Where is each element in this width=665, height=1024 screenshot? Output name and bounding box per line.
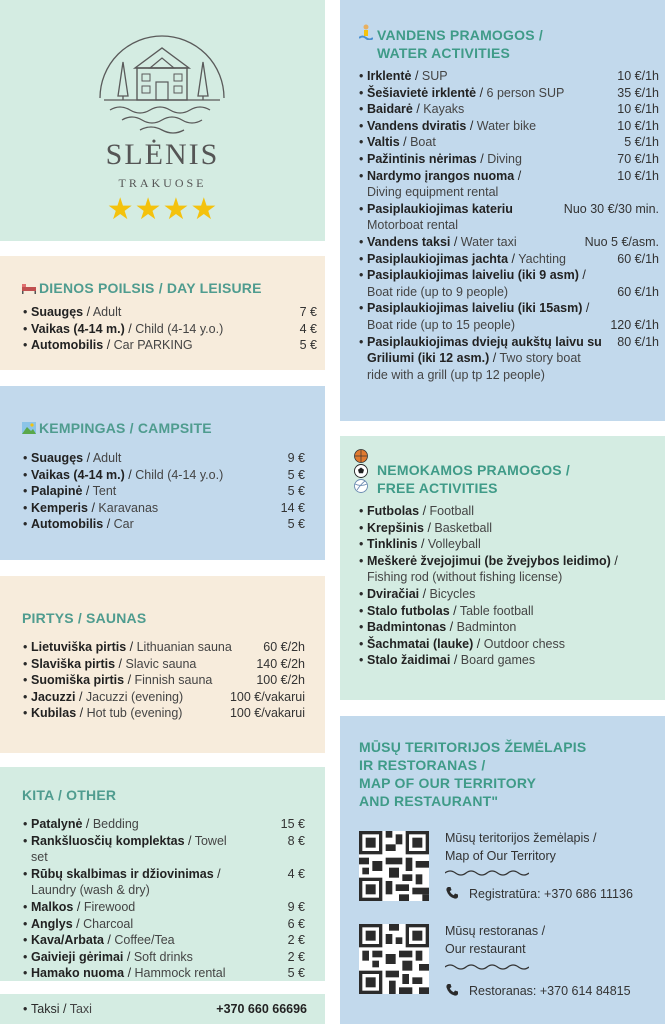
list-item: • Pasiplaukiojimas laiveliu (iki 15asm) / Boat ride (up to 15 people) 120 €/1h bbox=[359, 300, 659, 333]
taxi-phone[interactable]: +370 660 66696 bbox=[216, 1002, 307, 1016]
list-item: • Vaikas (4-14 m.) / Child (4-14 y.o.) 5 € bbox=[23, 467, 305, 484]
swimmer-icon bbox=[359, 24, 373, 40]
phone-icon bbox=[445, 886, 459, 900]
water-activities-panel bbox=[340, 0, 665, 421]
territory-map-label: Mūsų teritorijos žemėlapis / Map of Our Territory bbox=[445, 831, 597, 863]
list-item: • Hamako nuoma / Hammock rental 5 € bbox=[23, 965, 305, 982]
list-item: • Vandens dviratis / Water bike 10 €/1h bbox=[359, 118, 659, 135]
list-item: • Pasiplaukiojimas kateriu Motorboat rental Nuo 30 €/30 min. bbox=[359, 201, 659, 234]
list-item: • Pasiplaukiojimas jachta / Yachting 60 €/1h bbox=[359, 251, 659, 268]
saunas-title: PIRTYS / SAUNAS bbox=[22, 610, 147, 626]
list-item: • Suomiška pirtis / Finnish sauna 100 €/2h bbox=[23, 672, 305, 689]
list-item: • Gaivieji gėrimai / Soft drinks 2 € bbox=[23, 949, 305, 966]
campsite-picture-icon bbox=[22, 422, 36, 434]
list-item: • Badmintonas / Badminton bbox=[359, 619, 659, 636]
list-item: • Nardymo įrangos nuoma / Diving equipment rental 10 €/1h bbox=[359, 168, 659, 201]
bed-icon bbox=[22, 282, 36, 294]
list-item: • Dviračiai / Bicycles bbox=[359, 586, 659, 603]
list-item: • Rūbų skalbimas ir džiovinimas / Laundry (wash & dry) 4 € bbox=[23, 866, 305, 899]
restaurant-phone-row[interactable]: Restoranas: +370 614 84815 bbox=[445, 983, 631, 998]
list-item: • Pasiplaukiojimas dviejų aukštų laivu su Griliumi (iki 12 asm.) / Two story boat ride with a grill (up tp 12 people) 80 €/1h bbox=[359, 334, 659, 384]
list-item: • Malkos / Firewood 9 € bbox=[23, 899, 305, 916]
list-item: • Pažintinis nėrimas / Diving 70 €/1h bbox=[359, 151, 659, 168]
list-item: • Palapinė / Tent 5 € bbox=[23, 483, 305, 500]
map-panel bbox=[340, 716, 665, 1024]
list-item: • Patalynė / Bedding 15 € bbox=[23, 816, 305, 833]
other-title: KITA / OTHER bbox=[22, 787, 117, 803]
reception-phone-row[interactable]: Registratūra: +370 686 11136 bbox=[445, 886, 633, 901]
wave-divider bbox=[445, 963, 529, 971]
sports-balls-icon bbox=[352, 448, 370, 496]
day-leisure-title: DIENOS POILSIS / DAY LEISURE bbox=[22, 279, 262, 297]
rating-stars: ★★★★ bbox=[106, 193, 219, 226]
water-activities-title: VANDENS PRAMOGOS / WATER ACTIVITIES bbox=[377, 27, 543, 61]
list-item: • Kemperis / Karavanas 14 € bbox=[23, 500, 305, 517]
restaurant-qr-code[interactable] bbox=[359, 924, 429, 994]
campsite-title: KEMPINGAS / CAMPSITE bbox=[22, 419, 212, 437]
territory-map-qr-code[interactable] bbox=[359, 831, 429, 901]
list-item: • Vaikas (4-14 m.) / Child (4-14 y.o.) 4 € bbox=[23, 321, 317, 338]
restaurant-label: Mūsų restoranas / Our restaurant bbox=[445, 924, 546, 956]
list-item: • Baidarė / Kayaks 10 €/1h bbox=[359, 101, 659, 118]
list-item: • Suaugęs / Adult 7 € bbox=[23, 304, 317, 321]
list-item: • Anglys / Charcoal 6 € bbox=[23, 916, 305, 933]
day-leisure-list bbox=[23, 304, 317, 354]
list-item: • Stalo futbolas / Table football bbox=[359, 603, 659, 620]
water-activities-list bbox=[359, 68, 659, 383]
map-title: MŪSŲ TERITORIJOS ŽEMĖLAPIS IR RESTORANAS / MAP OF OUR TERRITORY AND RESTAURANT" bbox=[359, 739, 587, 809]
list-item: • Suaugęs / Adult 9 € bbox=[23, 450, 305, 467]
other-list bbox=[23, 816, 305, 982]
list-item: • Automobilis / Car PARKING 5 € bbox=[23, 337, 317, 354]
taxi-row bbox=[23, 1001, 307, 1018]
list-item: • Tinklinis / Volleyball bbox=[359, 536, 659, 553]
campsite-panel bbox=[0, 386, 325, 560]
list-item: • Kubilas / Hot tub (evening) 100 €/vakarui bbox=[23, 705, 305, 722]
list-item: • Meškerė žvejojimui (be žvejybos leidimo) / Fishing rod (without fishing license) bbox=[359, 553, 659, 586]
campsite-list bbox=[23, 450, 305, 533]
list-item: • Valtis / Boat 5 €/1h bbox=[359, 134, 659, 151]
free-activities-title: NEMOKAMOS PRAMOGOS / FREE ACTIVITIES bbox=[377, 462, 571, 496]
phone-icon bbox=[445, 983, 459, 997]
brand-subtitle: TRAKUOSE bbox=[118, 176, 207, 190]
list-item: • Stalo žaidimai / Board games bbox=[359, 652, 659, 669]
list-item: • Pasiplaukiojimas laiveliu (iki 9 asm) / Boat ride (up to 9 people) 60 €/1h bbox=[359, 267, 659, 300]
other-panel bbox=[0, 767, 325, 981]
list-item: • Šachmatai (lauke) / Outdoor chess bbox=[359, 636, 659, 653]
taxi-panel bbox=[0, 994, 325, 1024]
day-leisure-panel bbox=[0, 256, 325, 370]
list-item: • Taksi / Taxi +370 660 66696 bbox=[23, 1001, 307, 1018]
list-item: • Rankšluosčių komplektas / Towel set 8 € bbox=[23, 833, 305, 866]
list-item: • Lietuviška pirtis / Lithuanian sauna 60 €/2h bbox=[23, 639, 305, 656]
house-logo-icon bbox=[92, 10, 232, 135]
list-item: • Futbolas / Football bbox=[359, 503, 659, 520]
list-item: • Slaviška pirtis / Slavic sauna 140 €/2h bbox=[23, 656, 305, 673]
list-item: • Krepšinis / Basketball bbox=[359, 520, 659, 537]
logo-panel bbox=[0, 0, 325, 241]
list-item: • Vandens taksi / Water taxi Nuo 5 €/asm. bbox=[359, 234, 659, 251]
free-activities-panel bbox=[340, 436, 665, 700]
list-item: • Automobilis / Car 5 € bbox=[23, 516, 305, 533]
list-item: • Šešiavietė irklentė / 6 person SUP 35 €/1h bbox=[359, 85, 659, 102]
brand-name: SLĖNIS bbox=[105, 138, 220, 171]
free-activities-list bbox=[359, 503, 659, 669]
wave-divider bbox=[445, 869, 529, 877]
saunas-panel bbox=[0, 576, 325, 753]
list-item: • Kava/Arbata / Coffee/Tea 2 € bbox=[23, 932, 305, 949]
list-item: • Irklentė / SUP 10 €/1h bbox=[359, 68, 659, 85]
saunas-list bbox=[23, 639, 305, 722]
list-item: • Jacuzzi / Jacuzzi (evening) 100 €/vakarui bbox=[23, 689, 305, 706]
